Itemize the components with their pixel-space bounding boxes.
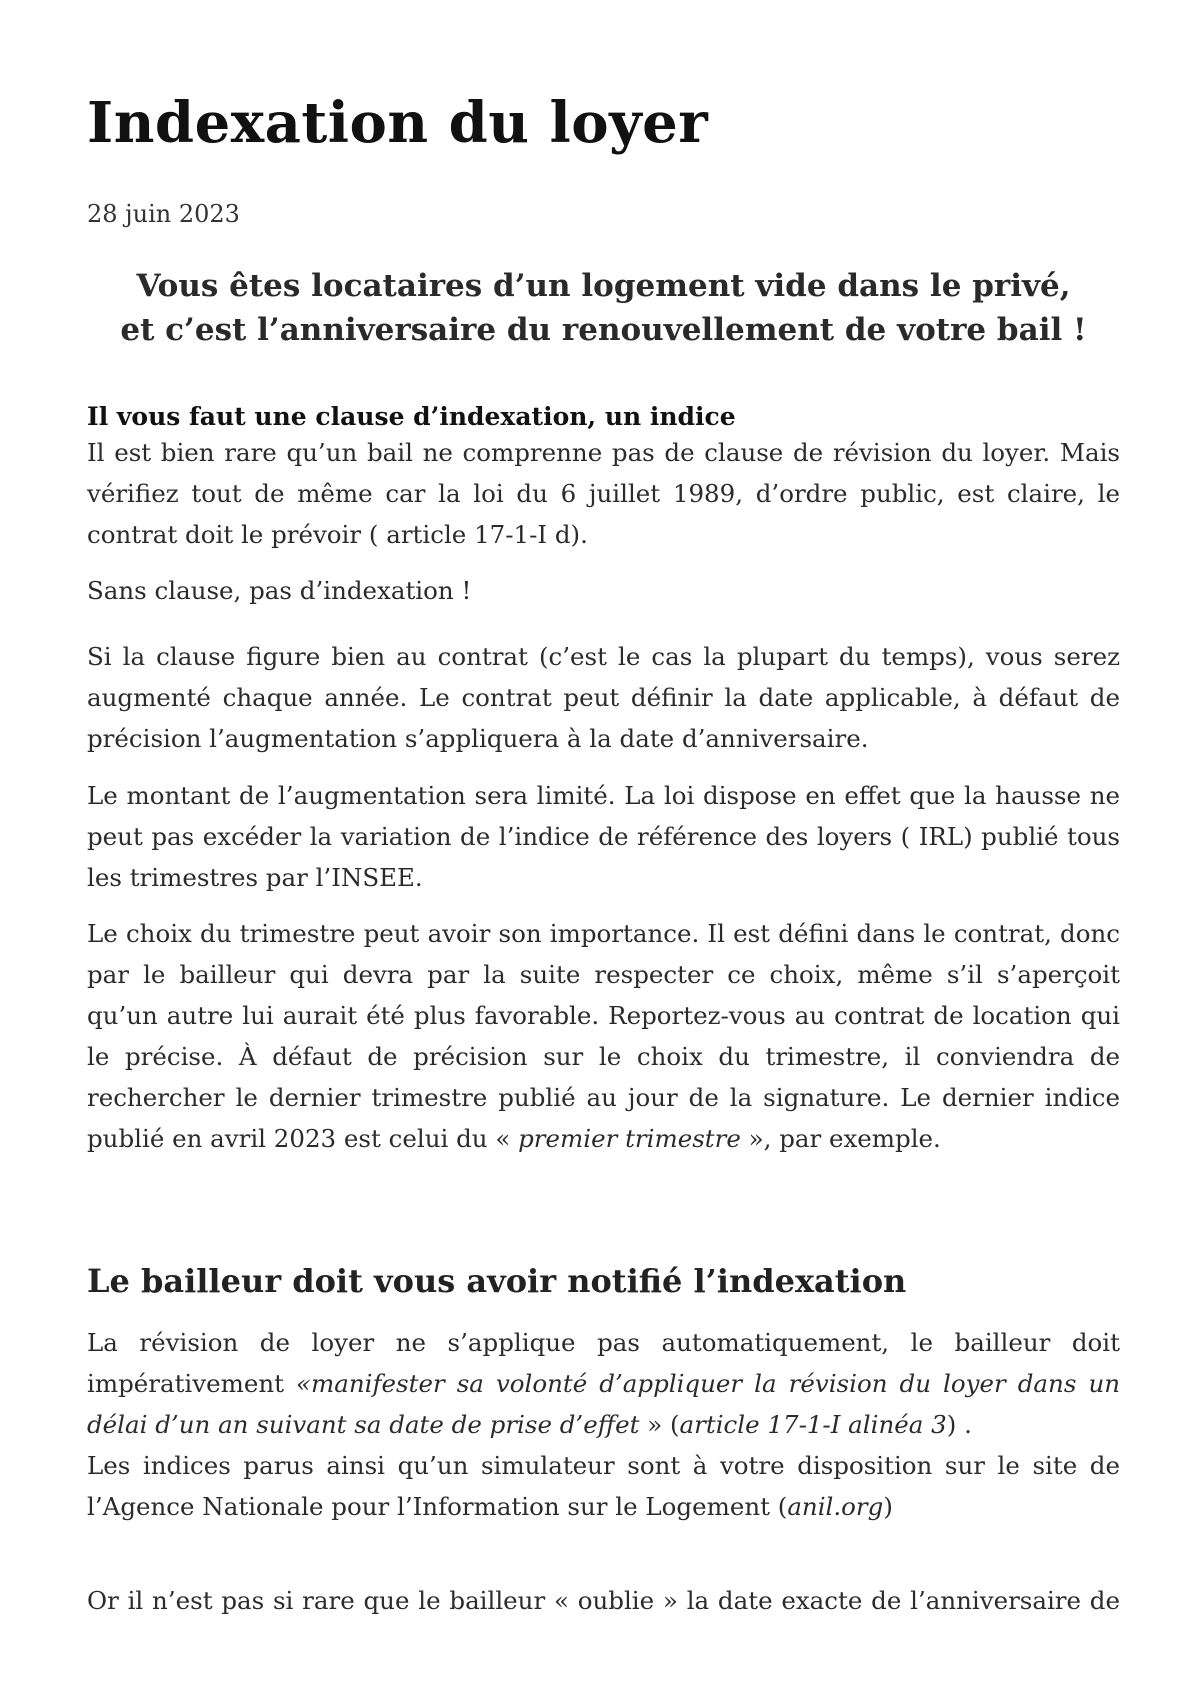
paragraph-line: l’Agence Nationale pour l’Information sur le Logement (anil.org) [87,1492,893,1521]
paragraph-line: Sans clause, pas d’indexation ! [87,576,472,605]
paragraph-line: publié en avril 2023 est celui du « premier trimestre », par exemple. [87,1124,941,1153]
paragraph-line: Si la clause figure bien au contrat (c’est le cas la plupart du temps), vous serez [87,642,1120,671]
paragraph-line: par le bailleur qui devra par la suite respecter ce choix, même s’il s’aperçoit [87,960,1120,989]
paragraph-line: qu’un autre lui aurait été plus favorable. Reportez-vous au contrat de location qui [87,1001,1120,1030]
paragraph-line: Le montant de l’augmentation sera limité. La loi dispose en effet que la hausse ne [87,781,1120,810]
paragraph-line: rechercher le dernier trimestre publié au jour de la signature. Le dernier indice [87,1083,1120,1112]
paragraph-line: La révision de loyer ne s’applique pas automatiquement, le bailleur doit [87,1328,1120,1357]
paragraph-line: augmenté chaque année. Le contrat peut définir la date applicable, à défaut de [87,683,1120,712]
paragraph-line: contrat doit le prévoir ( article 17-1-I d). [87,520,588,549]
paragraph [87,913,1120,1159]
paragraph-line: vérifiez tout de même car la loi du 6 juillet 1989, d’ordre public, est claire, le [87,479,1120,508]
paragraph-line: Les indices parus ainsi qu’un simulateur sont à votre disposition sur le site de [87,1451,1120,1480]
paragraph-line: délai d’un an suivant sa date de prise d’effet » (article 17-1-I alinéa 3) . [87,1410,972,1439]
section-heading-notification: Le bailleur doit vous avoir notifié l’indexation [87,1262,907,1300]
paragraph [87,1580,1120,1621]
paragraph [87,775,1120,898]
lead-line: Vous êtes locataires d’un logement vide dans le privé, [136,268,1071,304]
lead-text [87,264,1120,352]
lead-line: et c’est l’anniversaire du renouvellement de votre bail ! [120,312,1087,348]
paragraph [87,570,1120,611]
paragraph-line: Il est bien rare qu’un bail ne comprenne pas de clause de révision du loyer. Mais [87,438,1120,467]
paragraph [87,432,1120,555]
paragraph [87,636,1120,759]
anil-link: anil.org [787,1492,884,1521]
paragraph-line: le précise. À défaut de précision sur le choix du trimestre, il conviendra de [87,1042,1120,1071]
paragraph-line: Le choix du trimestre peut avoir son importance. Il est défini dans le contrat, donc [87,919,1120,948]
paragraph-line: les trimestres par l’INSEE. [87,863,423,892]
paragraph [87,1322,1120,1527]
article-title: Indexation du loyer [87,90,709,156]
article-date: 28 juin 2023 [87,200,240,228]
paragraph-line: Or il n’est pas si rare que le bailleur « oublie » la date exacte de l’anniversaire de [87,1586,1120,1615]
section-heading-clause: Il vous faut une clause d’indexation, un indice [87,402,736,431]
paragraph-line: impérativement «manifester sa volonté d’appliquer la révision du loyer dans un [87,1369,1121,1398]
paragraph-line: peut pas excéder la variation de l’indice de référence des loyers ( IRL) publié tous [87,822,1120,851]
paragraph-line: précision l’augmentation s’appliquera à la date d’anniversaire. [87,724,869,753]
